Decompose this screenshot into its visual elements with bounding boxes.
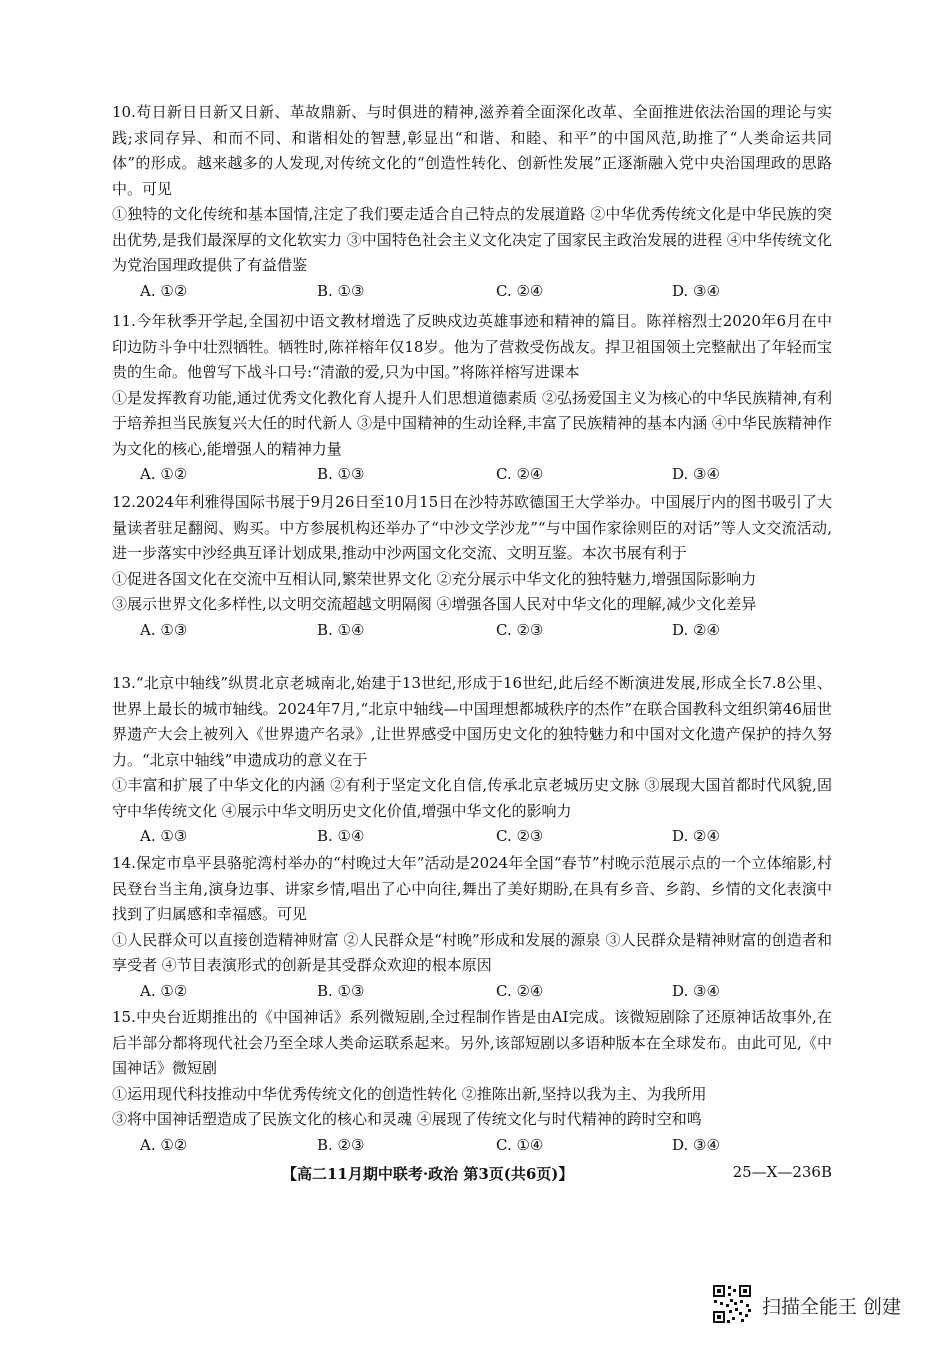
option-b[interactable]: B. ②③ bbox=[317, 1135, 365, 1154]
option-c[interactable]: C. ②④ bbox=[496, 981, 544, 1000]
option-d[interactable]: D. ③④ bbox=[672, 281, 720, 300]
option-a[interactable]: A. ①③ bbox=[140, 620, 188, 639]
options-row bbox=[112, 279, 832, 304]
watermark-text: 扫描全能王 创建 bbox=[762, 1296, 902, 1318]
question-12 bbox=[112, 490, 832, 643]
option-b[interactable]: B. ①③ bbox=[317, 981, 365, 1000]
question-statements: ①独特的文化传统和基本国情,注定了我们要走适合自己特点的发展道路 ②中华优秀传统文化是中华民族的突出优势,是我们最深厚的文化软实力 ③中国特色社会主义文化决定了国家民主政治发展的进程 ④中华传统文化为党治国理政提供了有益借鉴 bbox=[112, 205, 832, 274]
option-a[interactable]: A. ①② bbox=[140, 465, 188, 483]
option-b[interactable]: B. ①③ bbox=[317, 465, 365, 483]
option-a[interactable]: A. ①② bbox=[140, 981, 188, 1000]
options-row bbox=[112, 618, 832, 643]
question-14 bbox=[112, 851, 832, 1004]
option-c[interactable]: C. ②④ bbox=[496, 281, 544, 300]
option-d[interactable]: D. ③④ bbox=[672, 1135, 720, 1154]
question-stem: 14.保定市阜平县骆驼湾村举办的“村晚过大年”活动是2024年全国“春节”村晚示范展示点的一个立体缩影,村民登台当主角,演身边事、讲家乡情,唱出了心中向往,舞出了美好期盼,在具有乡音、乡韵、乡情的文化表演中找到了归属感和幸福感。可见 bbox=[112, 854, 832, 923]
question-15 bbox=[112, 1005, 832, 1158]
options-row bbox=[112, 979, 832, 1004]
option-c[interactable]: C. ②④ bbox=[496, 465, 544, 483]
question-statement-line-1: ①促进各国文化在交流中互相认同,繁荣世界文化 ②充分展示中华文化的独特魅力,增强国际影响力 bbox=[112, 569, 757, 588]
question-stem: 12.2024年利雅得国际书展于9月26日至10月15日在沙特苏欧德国王大学举办。中国展厅内的图书吸引了大量读者驻足翻阅、购买。中方参展机构还举办了“中沙文学沙龙”“与中国作家徐则臣的对话”等人文交流活动,进一步落实中沙经典互译计划成果,推动中沙两国文化交流、文明互鉴。本次书展有利于 bbox=[112, 493, 832, 562]
question-statement-line-1: ①运用现代科技推动中华优秀传统文化的创造性转化 ②推陈出新,坚持以我为主、为我所用 bbox=[112, 1084, 707, 1103]
question-13 bbox=[112, 671, 832, 849]
question-stem: 13.“北京中轴线”纵贯北京老城南北,始建于13世纪,形成于16世纪,此后经不断演进发展,形成全长7.8公里、世界上最长的城市轴线。2024年7月,“北京中轴线—中国理想都城秩序的杰作”在联合国教科文组织第46届世界遗产大会上被列入《世界遗产名录》,让世界感受中国历史文化的独特魅力和中国对文化遗产保护的持久努力。“北京中轴线”申遗成功的意义在于 bbox=[112, 674, 832, 769]
scanner-watermark bbox=[712, 1284, 932, 1324]
question-statements: ①人民群众可以直接创造精神财富 ②人民群众是“村晚”形成和发展的源泉 ③人民群众是精神财富的创造者和享受者 ④节目表演形式的创新是其受群众欢迎的根本原因 bbox=[112, 930, 832, 974]
option-d[interactable]: D. ②④ bbox=[672, 620, 720, 639]
option-d[interactable]: D. ③④ bbox=[672, 981, 720, 1000]
option-a[interactable]: A. ①③ bbox=[140, 827, 188, 845]
option-b[interactable]: B. ①④ bbox=[317, 620, 365, 639]
option-c[interactable]: C. ②③ bbox=[496, 827, 544, 845]
question-statement-line-2: ③将中国神话塑造成了民族文化的核心和灵魂 ④展现了传统文化与时代精神的跨时空和鸣 bbox=[112, 1110, 702, 1128]
option-c[interactable]: C. ②③ bbox=[496, 620, 544, 639]
option-d[interactable]: D. ③④ bbox=[672, 465, 720, 483]
option-d[interactable]: D. ②④ bbox=[672, 827, 720, 845]
question-statement-line-2: ③展示世界文化多样性,以文明交流超越文明隔阂 ④增强各国人民对中华文化的理解,减少文化差异 bbox=[112, 595, 757, 613]
option-b[interactable]: B. ①④ bbox=[317, 827, 365, 845]
footer-title: 【高二11月期中联考·政治 第3页(共6页)】 bbox=[282, 1165, 574, 1183]
option-b[interactable]: B. ①③ bbox=[317, 281, 365, 300]
footer-code: 25—X—236B bbox=[732, 1163, 832, 1181]
option-a[interactable]: A. ①② bbox=[140, 281, 188, 300]
question-statements: ①丰富和扩展了中华文化的内涵 ②有利于坚定文化自信,传承北京老城历史文脉 ③展现大国首都时代风貌,固守中华传统文化 ④展示中华文明历史文化价值,增强中华文化的影响力 bbox=[112, 776, 832, 820]
question-stem: 11.今年秋季开学起,全国初中语文教材增选了反映戍边英雄事迹和精神的篇目。陈祥榕烈士2020年6月在中印边防斗争中壮烈牺牲。牺牲时,陈祥榕年仅18岁。他为了营救受伤战友。捍卫祖国领土完整献出了年轻而宝贵的生命。他曾写下战斗口号:“清澈的爱,只为中国。”将陈祥榕写进课本 bbox=[112, 312, 832, 381]
option-a[interactable]: A. ①② bbox=[140, 1135, 188, 1154]
question-stem: 15.中央台近期推出的《中国神话》系列微短剧,全过程制作皆是由AI完成。该微短剧除了还原神话故事外,在后半部分都将现代社会乃至全球人类命运联系起来。另外,该部短剧以多语种版本在全球发布。由此可见,《中国神话》微短剧 bbox=[112, 1008, 832, 1077]
options-row bbox=[112, 824, 832, 849]
qr-code-icon bbox=[712, 1284, 752, 1324]
question-stem: 10.苟日新日日新又日新、革故鼎新、与时俱进的精神,滋养着全面深化改革、全面推进依法治国的理论与实践;求同存异、和而不同、和谐相处的智慧,彰显出“和谐、和睦、和平”的中国风范,助推了“人类命运共同体”的形成。越来越多的人发现,对传统文化的“创造性转化、创新性发展”正逐渐融入党中央治国理政的思路中。可见 bbox=[112, 103, 832, 198]
options-row bbox=[112, 462, 832, 487]
question-statements: ①是发挥教育功能,通过优秀文化教化育人提升人们思想道德素质 ②弘扬爱国主义为核心的中华民族精神,有利于培养担当民族复兴大任的时代新人 ③是中国精神的生动诠释,丰富了民族精神的基本内涵 ④中华民族精神作为文化的核心,能增强人的精神力量 bbox=[112, 388, 832, 458]
option-c[interactable]: C. ①④ bbox=[496, 1135, 544, 1154]
options-row bbox=[112, 1133, 832, 1158]
question-11 bbox=[112, 309, 832, 487]
question-10 bbox=[112, 100, 832, 304]
